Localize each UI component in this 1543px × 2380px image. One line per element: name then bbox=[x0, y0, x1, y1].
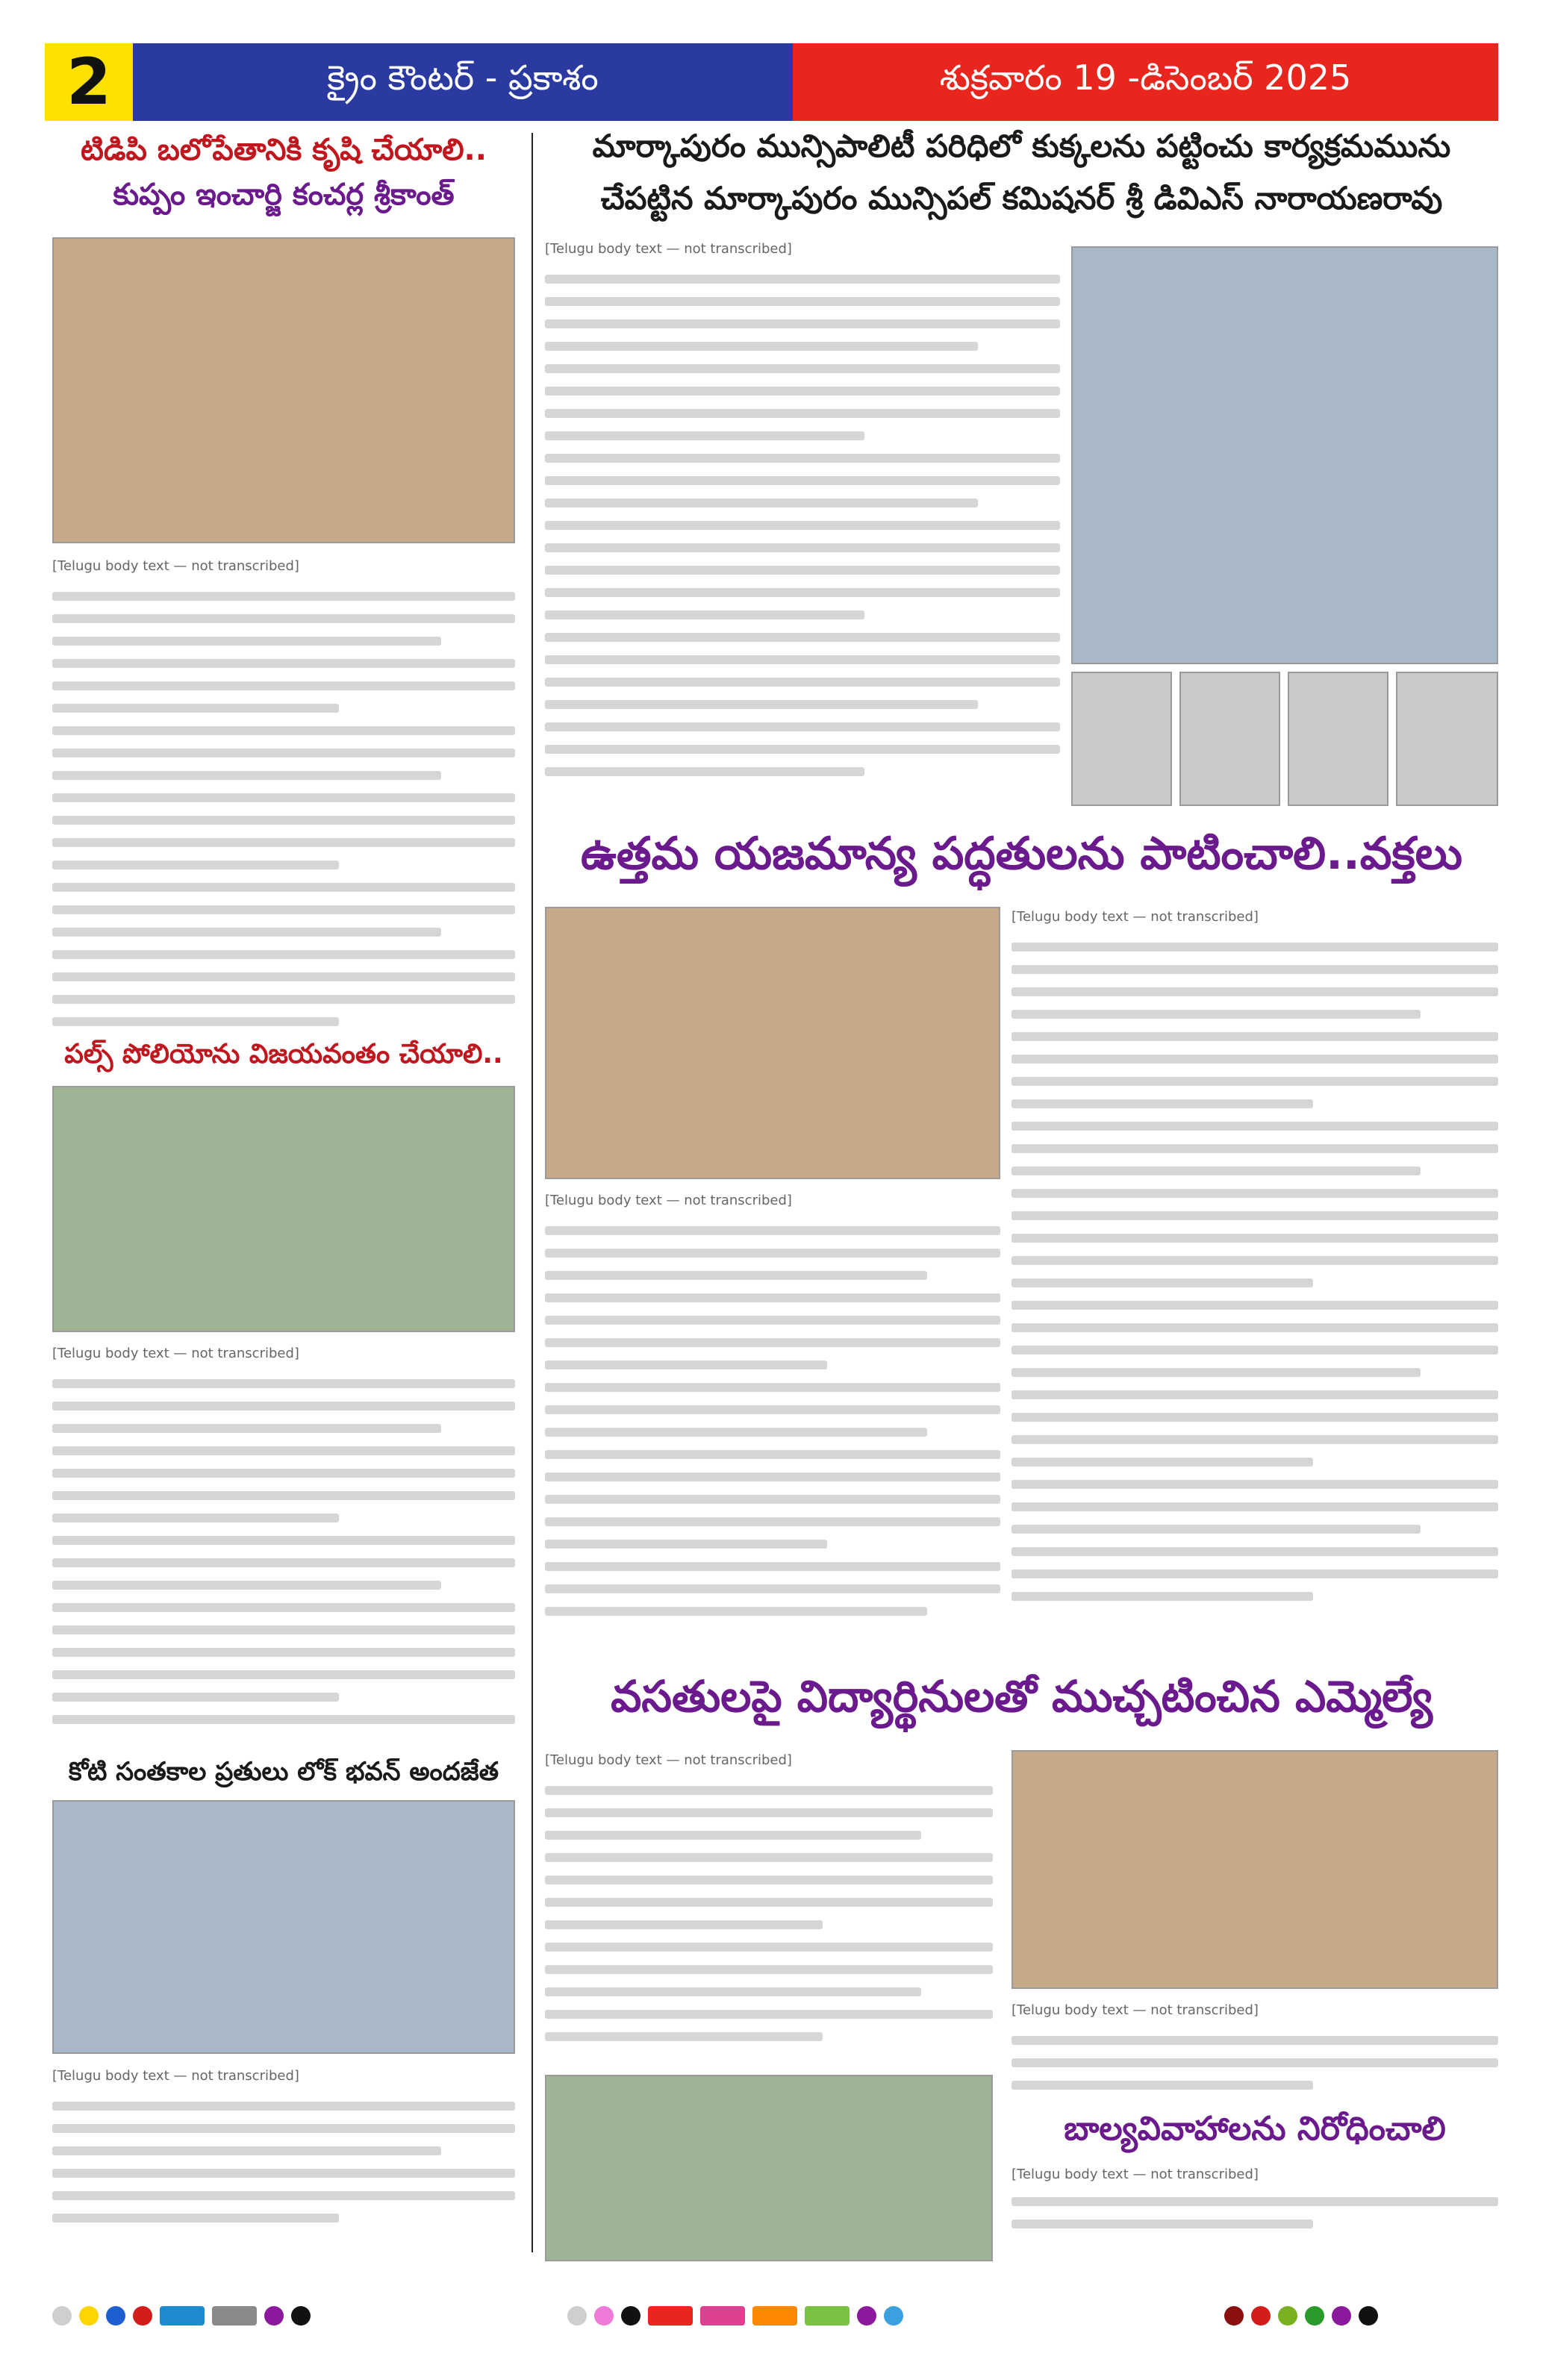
markapuram-thumb-2 bbox=[1179, 672, 1280, 806]
footer-swatches-center bbox=[567, 2306, 903, 2326]
hostel-article-body-continued bbox=[1011, 2000, 1498, 2101]
tobacco-headline: ఉత్తమ యజమాన్య పద్ధతులను పాటించాలి..వక్తలు bbox=[580, 828, 1463, 880]
hostel-ribbon-cutting-photo bbox=[1011, 1750, 1498, 1989]
hostel-article-body bbox=[545, 1750, 993, 2064]
child-marriage-article-body bbox=[1011, 2164, 1498, 2254]
markapuram-dog-vehicle-photo bbox=[1071, 246, 1498, 664]
child-marriage-body-placeholder: [Telugu body text — not transcribed] bbox=[1011, 2167, 1259, 2182]
child-marriage-headline: బాల్యవివాహాలను నిరోధించాలి bbox=[1064, 2110, 1446, 2148]
kuppam-body-placeholder: [Telugu body text — not transcribed] bbox=[52, 558, 299, 574]
hostel-headline: వసతులపై విద్యార్థినులతో ముచ్చటించిన ఎమ్మెల్యే bbox=[611, 1671, 1433, 1722]
hostel-body-placeholder: [Telugu body text — not transcribed] bbox=[545, 1752, 792, 1768]
pulse-polio-body-placeholder: [Telugu body text — not transcribed] bbox=[52, 1346, 299, 1361]
kuppam-article-body bbox=[52, 556, 515, 1034]
page-number: 2 bbox=[45, 43, 133, 121]
markapuram-headline-line1: మార్కాపురం మున్సిపాలిటీ పరిధిలో కుక్కలను పట్టించు కార్యక్రమమును bbox=[592, 128, 1451, 164]
tobacco-body-placeholder-right: [Telugu body text — not transcribed] bbox=[1011, 909, 1259, 925]
hostel-students-photo bbox=[545, 2075, 993, 2261]
column-divider bbox=[532, 133, 533, 2252]
markapuram-thumb-3 bbox=[1288, 672, 1388, 806]
koti-article-body bbox=[52, 2066, 515, 2241]
issue-date: శుక్రవారం 19 -డిసెంబర్ 2025 bbox=[793, 43, 1498, 121]
kuppam-meeting-photo bbox=[52, 237, 515, 543]
pulse-polio-headline: పల్స్ పోలియోను విజయవంతం చేయాలి.. bbox=[64, 1039, 503, 1069]
footer-swatches-left bbox=[52, 2306, 311, 2326]
markapuram-thumb-4 bbox=[1396, 672, 1498, 806]
paper-name: క్రైం కౌంటర్ - ప్రకాశం bbox=[133, 43, 793, 121]
markapuram-article-body bbox=[545, 239, 1060, 813]
markapuram-headline-line2: చేపట్టిన మార్కాపురం మున్సిపల్ కమిషనర్ శ్రీ డివిఎస్ నారాయణరావు bbox=[600, 180, 1443, 216]
tobacco-body-placeholder-left: [Telugu body text — not transcribed] bbox=[545, 1193, 792, 1208]
hostel-body-placeholder-continued: [Telugu body text — not transcribed] bbox=[1011, 2002, 1259, 2018]
markapuram-body-placeholder: [Telugu body text — not transcribed] bbox=[545, 241, 792, 257]
kuppam-headline-line2: కుప్పం ఇంచార్జి కంచర్ల శ్రీకాంత్ bbox=[113, 178, 455, 212]
koti-body-placeholder: [Telugu body text — not transcribed] bbox=[52, 2068, 299, 2084]
tobacco-article-body-left bbox=[545, 1190, 1000, 1661]
kuppam-headline-line1: టిడిపి బలోపేతానికి కృషి చేయాలి.. bbox=[81, 133, 487, 167]
footer-swatches-right bbox=[1224, 2306, 1378, 2326]
tobacco-article-body-right bbox=[1011, 907, 1498, 1661]
pulse-polio-article-body bbox=[52, 1343, 515, 1746]
markapuram-thumb-1 bbox=[1071, 672, 1172, 806]
tobacco-board-stage-photo bbox=[545, 907, 1000, 1179]
pulse-polio-photo bbox=[52, 1086, 515, 1332]
koti-handover-photo bbox=[52, 1800, 515, 2054]
koti-headline: కోటి సంతకాల ప్రతులు లోక్ భవన్ అందజేత bbox=[68, 1757, 499, 1787]
